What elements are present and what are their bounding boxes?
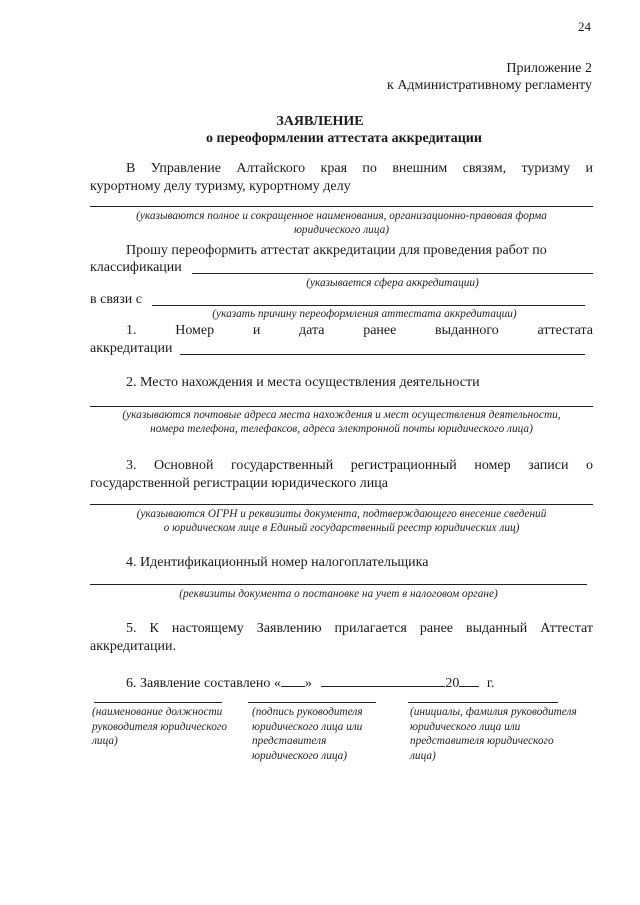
item-3-line-1: 3. Основной государственный регистрационный номер записи о [126, 458, 593, 473]
classification-note: (указывается сфера аккредитации) [306, 277, 479, 289]
intro-line-2: курортному делу туризму, курортному делу [90, 179, 351, 194]
item-1-line-1: 1. Номер и дата ранее выданного аттестата [126, 323, 593, 338]
item-5-line-1: 5. К настоящему Заявлению прилагается ранее выданный Аттестат [126, 621, 593, 636]
item-3-line-2: государственной регистрации юридического лица [90, 476, 388, 491]
signature-col-2: (подпись руководителя юридического лица или представителя юридического лица) [252, 706, 363, 762]
item-6-end: г. [486, 676, 495, 691]
appendix-line-1: Приложение 2 [506, 61, 592, 76]
document-subtitle: о переоформлении аттестата аккредитации [206, 131, 482, 146]
intro-note-line-1: (указываются полное и сокращенное наименования, организационно-правовая форма [136, 210, 547, 222]
appendix-line-2: к Административному регламенту [387, 78, 592, 93]
org-name-line[interactable] [90, 206, 593, 207]
item-2-label: 2. Место нахождения и места осуществления деятельности [126, 375, 480, 390]
request-classification-label: классификации [90, 260, 182, 275]
signature-position-line[interactable] [94, 702, 222, 703]
ogrn-line[interactable] [90, 504, 593, 505]
reason-line[interactable] [152, 305, 585, 306]
inn-line[interactable] [90, 584, 587, 585]
document-title: ЗАЯВЛЕНИЕ [276, 114, 364, 129]
item-2-note-line-1: (указываются почтовые адреса места нахождения и мест осуществления деятельности, [122, 409, 561, 421]
item-6-start: 6. Заявление составлено « [126, 676, 281, 691]
signature-sign-line[interactable] [248, 702, 376, 703]
item-6-mid: » [304, 676, 312, 691]
item-4-note: (реквизиты документа о постановке на учет в налоговом органе) [179, 588, 498, 600]
classification-line[interactable] [192, 273, 593, 274]
intro-note-line-2: юридического лица) [293, 224, 390, 236]
item-4-label: 4. Идентификационный номер налогоплательщика [126, 555, 429, 570]
item-6-date [126, 673, 495, 693]
signature-col-3: (инициалы, фамилия руководителя юридического лица или представителя юридического лица) [410, 706, 577, 762]
intro-line-1: В Управление Алтайского края по внешним связям, туризму и [126, 161, 593, 176]
item-3-note-line-2: о юридическом лице в Единый государственный реестр юридических лиц) [163, 522, 520, 534]
certificate-number-line[interactable] [180, 354, 585, 355]
item-3-note-line-1: (указываются ОГРН и реквизиты документа, подтверждающего внесение сведений [136, 508, 547, 520]
month-field[interactable] [321, 673, 445, 687]
signature-name-line[interactable] [408, 702, 558, 703]
reason-label: в связи с [90, 292, 142, 307]
item-2-note-line-2: номера телефона, телефаксов, адреса электронной почты юридического лица) [150, 423, 533, 435]
day-field[interactable] [281, 673, 305, 687]
page-number: 24 [578, 19, 591, 34]
item-5-line-2: аккредитации. [90, 639, 176, 654]
request-line-1: Прошу переоформить аттестат аккредитации для проведения работ по [126, 243, 547, 258]
address-line[interactable] [90, 406, 593, 407]
reason-note: (указать причину переоформления аттестата аккредитации) [212, 308, 517, 320]
year-field[interactable] [459, 673, 479, 687]
item-1-line-2: аккредитации [90, 341, 173, 356]
signature-col-1: (наименование должности руководителя юридического лица) [92, 706, 227, 747]
item-6-year: 20 [445, 676, 460, 691]
